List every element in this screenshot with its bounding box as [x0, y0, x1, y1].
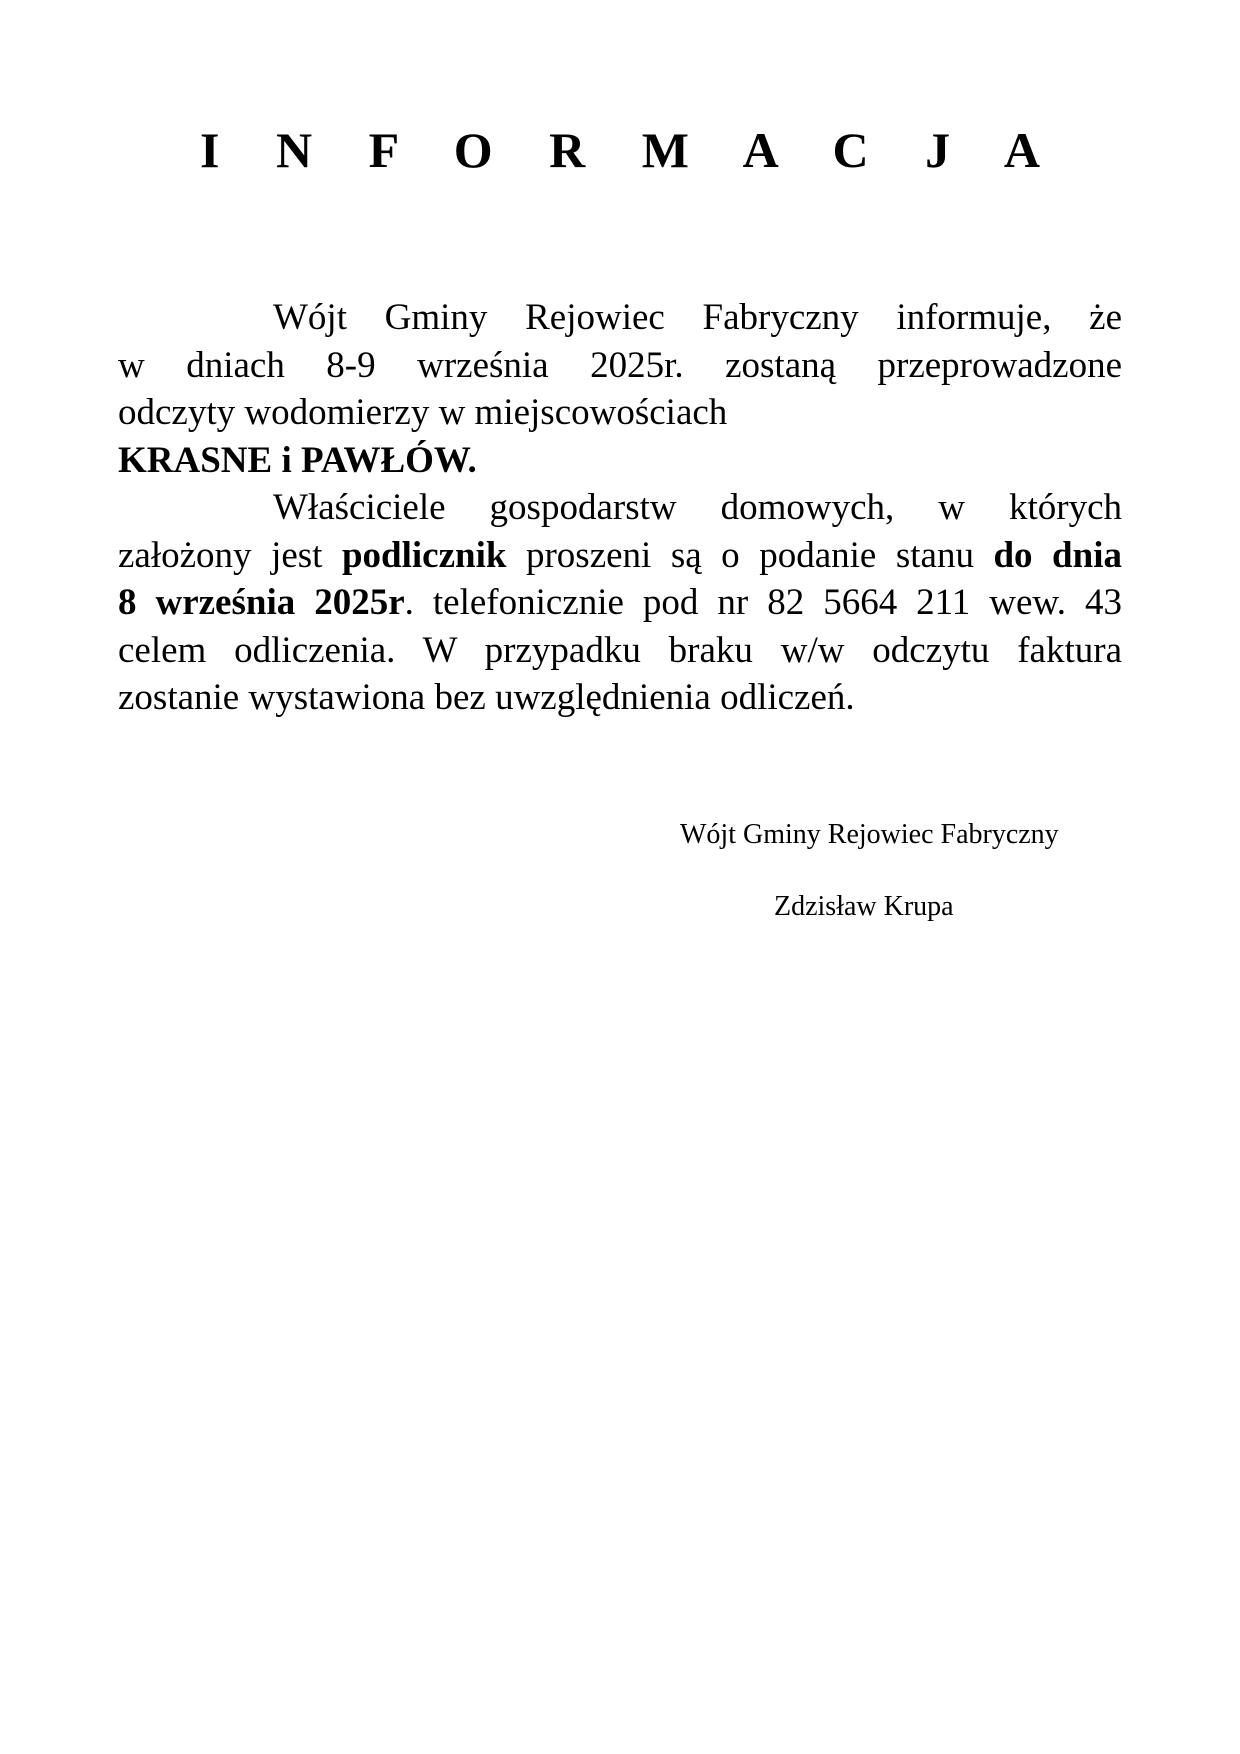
- places-bold: KRASNE i PAWŁÓW.: [118, 439, 477, 481]
- body-line: [118, 579, 1122, 627]
- body-line: [118, 294, 1122, 342]
- deadline-bold: do dnia: [993, 534, 1122, 576]
- deadline-date-bold: 8 września 2025r: [118, 582, 405, 623]
- body-text: zostanie wystawiona bez uwzględnienia odliczeń.: [118, 677, 855, 718]
- body-text: proszeni są o podanie stanu: [506, 534, 994, 576]
- signature-role: Wójt Gminy Rejowiec Fabryczny: [680, 819, 1059, 850]
- body-text: Wójt Gminy Rejowiec Fabryczny informuje, że: [273, 297, 1122, 338]
- body-line: [118, 389, 1122, 437]
- document-title: I N F O R M A C J A: [200, 122, 1062, 178]
- body-line: [118, 532, 1122, 580]
- body-text: w dniach 8-9 września 2025r. zostaną przeprowadzone: [118, 344, 1122, 386]
- submeter-bold: podlicznik: [341, 534, 507, 576]
- body-text: Właściciele gospodarstw domowych, w których: [273, 487, 1122, 528]
- body-line: [118, 437, 1122, 485]
- body-text: odczyty wodomierzy w miejscowościach: [118, 392, 728, 433]
- body-line: [118, 342, 1122, 390]
- signature-name: Zdzisław Krupa: [774, 891, 954, 922]
- body-line: [118, 674, 1122, 722]
- body-text: założony jest: [118, 534, 342, 576]
- announcement-body: [118, 294, 1122, 722]
- body-line: [118, 484, 1122, 532]
- body-line: [118, 627, 1122, 675]
- body-text: celem odliczenia. W przypadku braku w/w odczytu faktura: [118, 629, 1122, 671]
- body-text: . telefonicznie pod nr 82 5664 211 wew. 43: [404, 582, 1122, 623]
